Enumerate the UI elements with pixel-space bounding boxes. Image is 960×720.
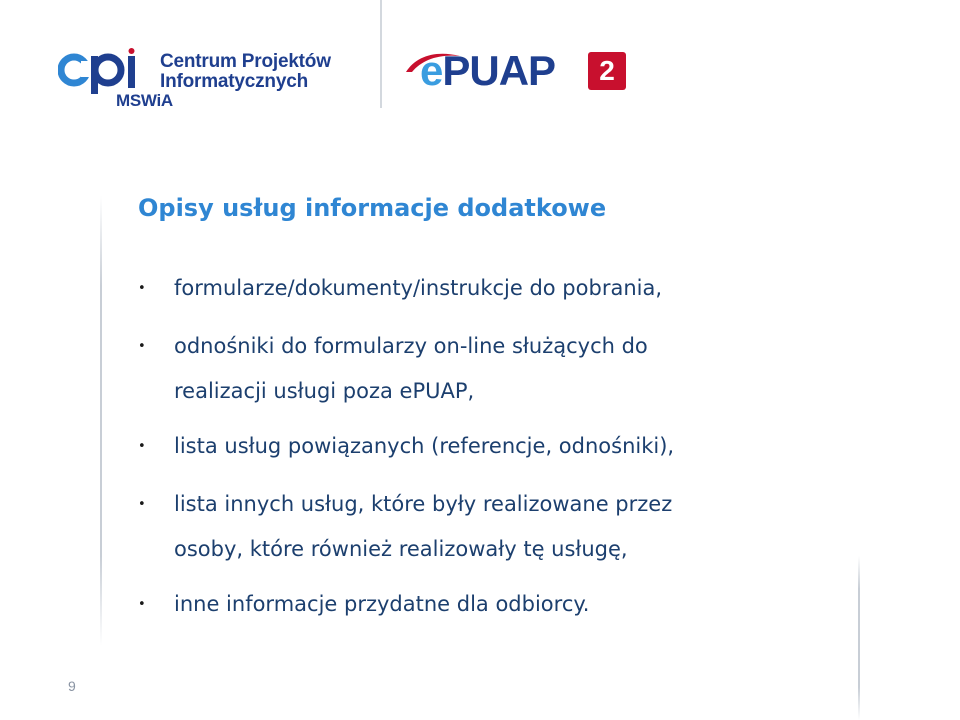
- bullet-text: lista innych usług, które były realizowane przez: [174, 492, 673, 516]
- bullet-item: [138, 582, 838, 627]
- page-number: 9: [68, 678, 76, 694]
- bullet-dot-icon: •: [138, 439, 146, 454]
- bullet-text: lista usług powiązanych (referencje, odnośniki),: [174, 434, 675, 458]
- epuap-version-badge: 2: [588, 52, 626, 90]
- epuap-e: e: [420, 47, 443, 94]
- bullet-dot-icon: •: [138, 597, 146, 612]
- bullet-text: odnośniki do formularzy on-line służących do: [174, 334, 648, 358]
- cpi-sub: MSWiA: [116, 91, 173, 110]
- bullet-item: [138, 424, 838, 469]
- bullet-dot-icon: •: [138, 281, 146, 296]
- bullet-item: [138, 266, 838, 311]
- cpi-logo: [58, 48, 348, 114]
- bullet-text: realizacji usługi poza ePUAP,: [174, 379, 475, 403]
- left-rule: [100, 196, 102, 646]
- bullet-item: [138, 482, 838, 572]
- epuap-wordmark: [420, 48, 555, 94]
- right-rule: [858, 556, 860, 720]
- bullet-text: inne informacje przydatne dla odbiorcy.: [174, 592, 590, 616]
- epuap-logo: [404, 48, 634, 98]
- bullet-text: osoby, które również realizowały tę usługę,: [174, 537, 628, 561]
- epuap-rest: PUAP: [442, 47, 556, 94]
- cpi-name-line1: Centrum Projektów: [160, 51, 331, 72]
- bullet-dot-icon: •: [138, 497, 146, 512]
- cpi-mark-icon: [58, 48, 158, 96]
- slide-title: Opisy usług informacje dodatkowe: [138, 194, 607, 222]
- bullet-text: formularze/dokumenty/instrukcje do pobrania,: [174, 276, 663, 300]
- cpi-name-line2: Informatycznych: [160, 71, 308, 92]
- bullet-item: [138, 324, 838, 414]
- cpi-name: [160, 52, 331, 92]
- header-separator: [380, 0, 382, 108]
- bullet-dot-icon: •: [138, 339, 146, 354]
